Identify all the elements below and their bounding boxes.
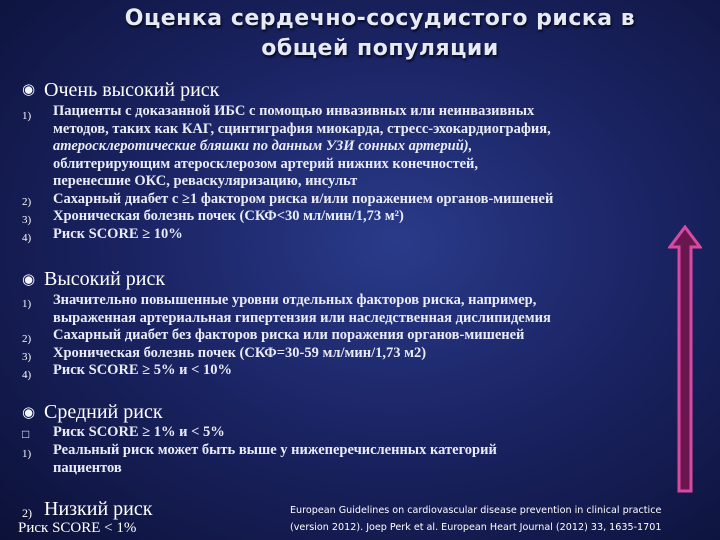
low-heading: Низкий риск <box>44 498 153 520</box>
high-line-5: Риск SCORE ≥ 5% и < 10% <box>53 362 233 378</box>
high-line-1: Значительно повышенные уровни отдельных факторов риска, например, <box>53 292 537 308</box>
high-line-2: выраженная артериальная гипертензия или наследственная дислипидемия <box>53 309 551 326</box>
very-high-num-1: 1) <box>22 110 32 122</box>
very-high-line-5: перенесшие ОКС, реваскуляризацию, инсульт <box>53 173 358 189</box>
very-high-heading: Очень высокий риск <box>44 79 220 101</box>
reference-line-2: (version 2012). Joep Perk et al. European Heart Journal (2012) 33, 1635-1701 <box>290 522 662 533</box>
medium-line-2: Реальный риск может быть выше у нижеперечисленных категорий <box>53 442 497 458</box>
very-high-line-1: Пациенты с доказанной ИБС с помощью инвазивных или неинвазивных <box>53 103 535 119</box>
very-high-line-7: Хроническая болезнь почек (СКФ<30 мл/мин/1,73 м²) <box>53 208 404 224</box>
medium-heading: Средний риск <box>44 401 163 423</box>
very-high-num-4: 4) <box>22 232 32 244</box>
medium-bullet-icon: ◉ <box>22 405 36 421</box>
high-num-1: 1) <box>22 298 32 310</box>
high-line-4: Хроническая болезнь почек (СКФ=30-59 мл/мин/1,73 м2) <box>53 344 427 361</box>
slide-title <box>60 4 700 64</box>
very-high-line-3: атеросклеротические бляшки по данным УЗИ сонных артерий), <box>53 138 473 154</box>
high-bullet-icon: ◉ <box>22 272 36 288</box>
risk-increase-arrow-icon <box>668 225 702 495</box>
very-high-line-6: Сахарный диабет с ≥1 фактором риска и/или поражением органов-мишеней <box>53 190 554 207</box>
medium-num-1: 1) <box>22 448 32 460</box>
high-heading: Высокий риск <box>44 268 166 290</box>
very-high-bullet-icon: ◉ <box>22 82 36 98</box>
very-high-line-2: методов, таких как КАГ, сцинтиграфия миокарда, стресс-эхокардиография, <box>53 120 551 137</box>
title-line-2: общей популяции <box>261 36 499 61</box>
high-num-4: 4) <box>22 369 32 381</box>
title-line-1: Оценка сердечно-сосудистого риска в <box>124 6 636 31</box>
low-line-1: Риск SCORE < 1% <box>18 520 137 536</box>
high-line-3: Сахарный диабет без факторов риска или поражения органов-мишеней <box>53 327 525 343</box>
checkbox-icon: □ <box>22 427 30 441</box>
very-high-num-2: 2) <box>22 196 32 208</box>
medium-line-3: пациентов <box>53 459 122 476</box>
medium-line-1: Риск SCORE ≥ 1% и < 5% <box>53 424 225 440</box>
very-high-line-4: облитерирующим атеросклерозом артерий нижних конечностей, <box>53 155 479 172</box>
high-num-3: 3) <box>22 351 32 363</box>
high-num-2: 2) <box>22 333 32 345</box>
reference-citation <box>290 502 661 536</box>
low-num: 2) <box>22 506 32 520</box>
very-high-line-8: Риск SCORE ≥ 10% <box>53 225 183 242</box>
very-high-num-3: 3) <box>22 214 32 226</box>
reference-line-1: European Guidelines on cardiovascular disease prevention in clinical practice <box>290 505 662 516</box>
